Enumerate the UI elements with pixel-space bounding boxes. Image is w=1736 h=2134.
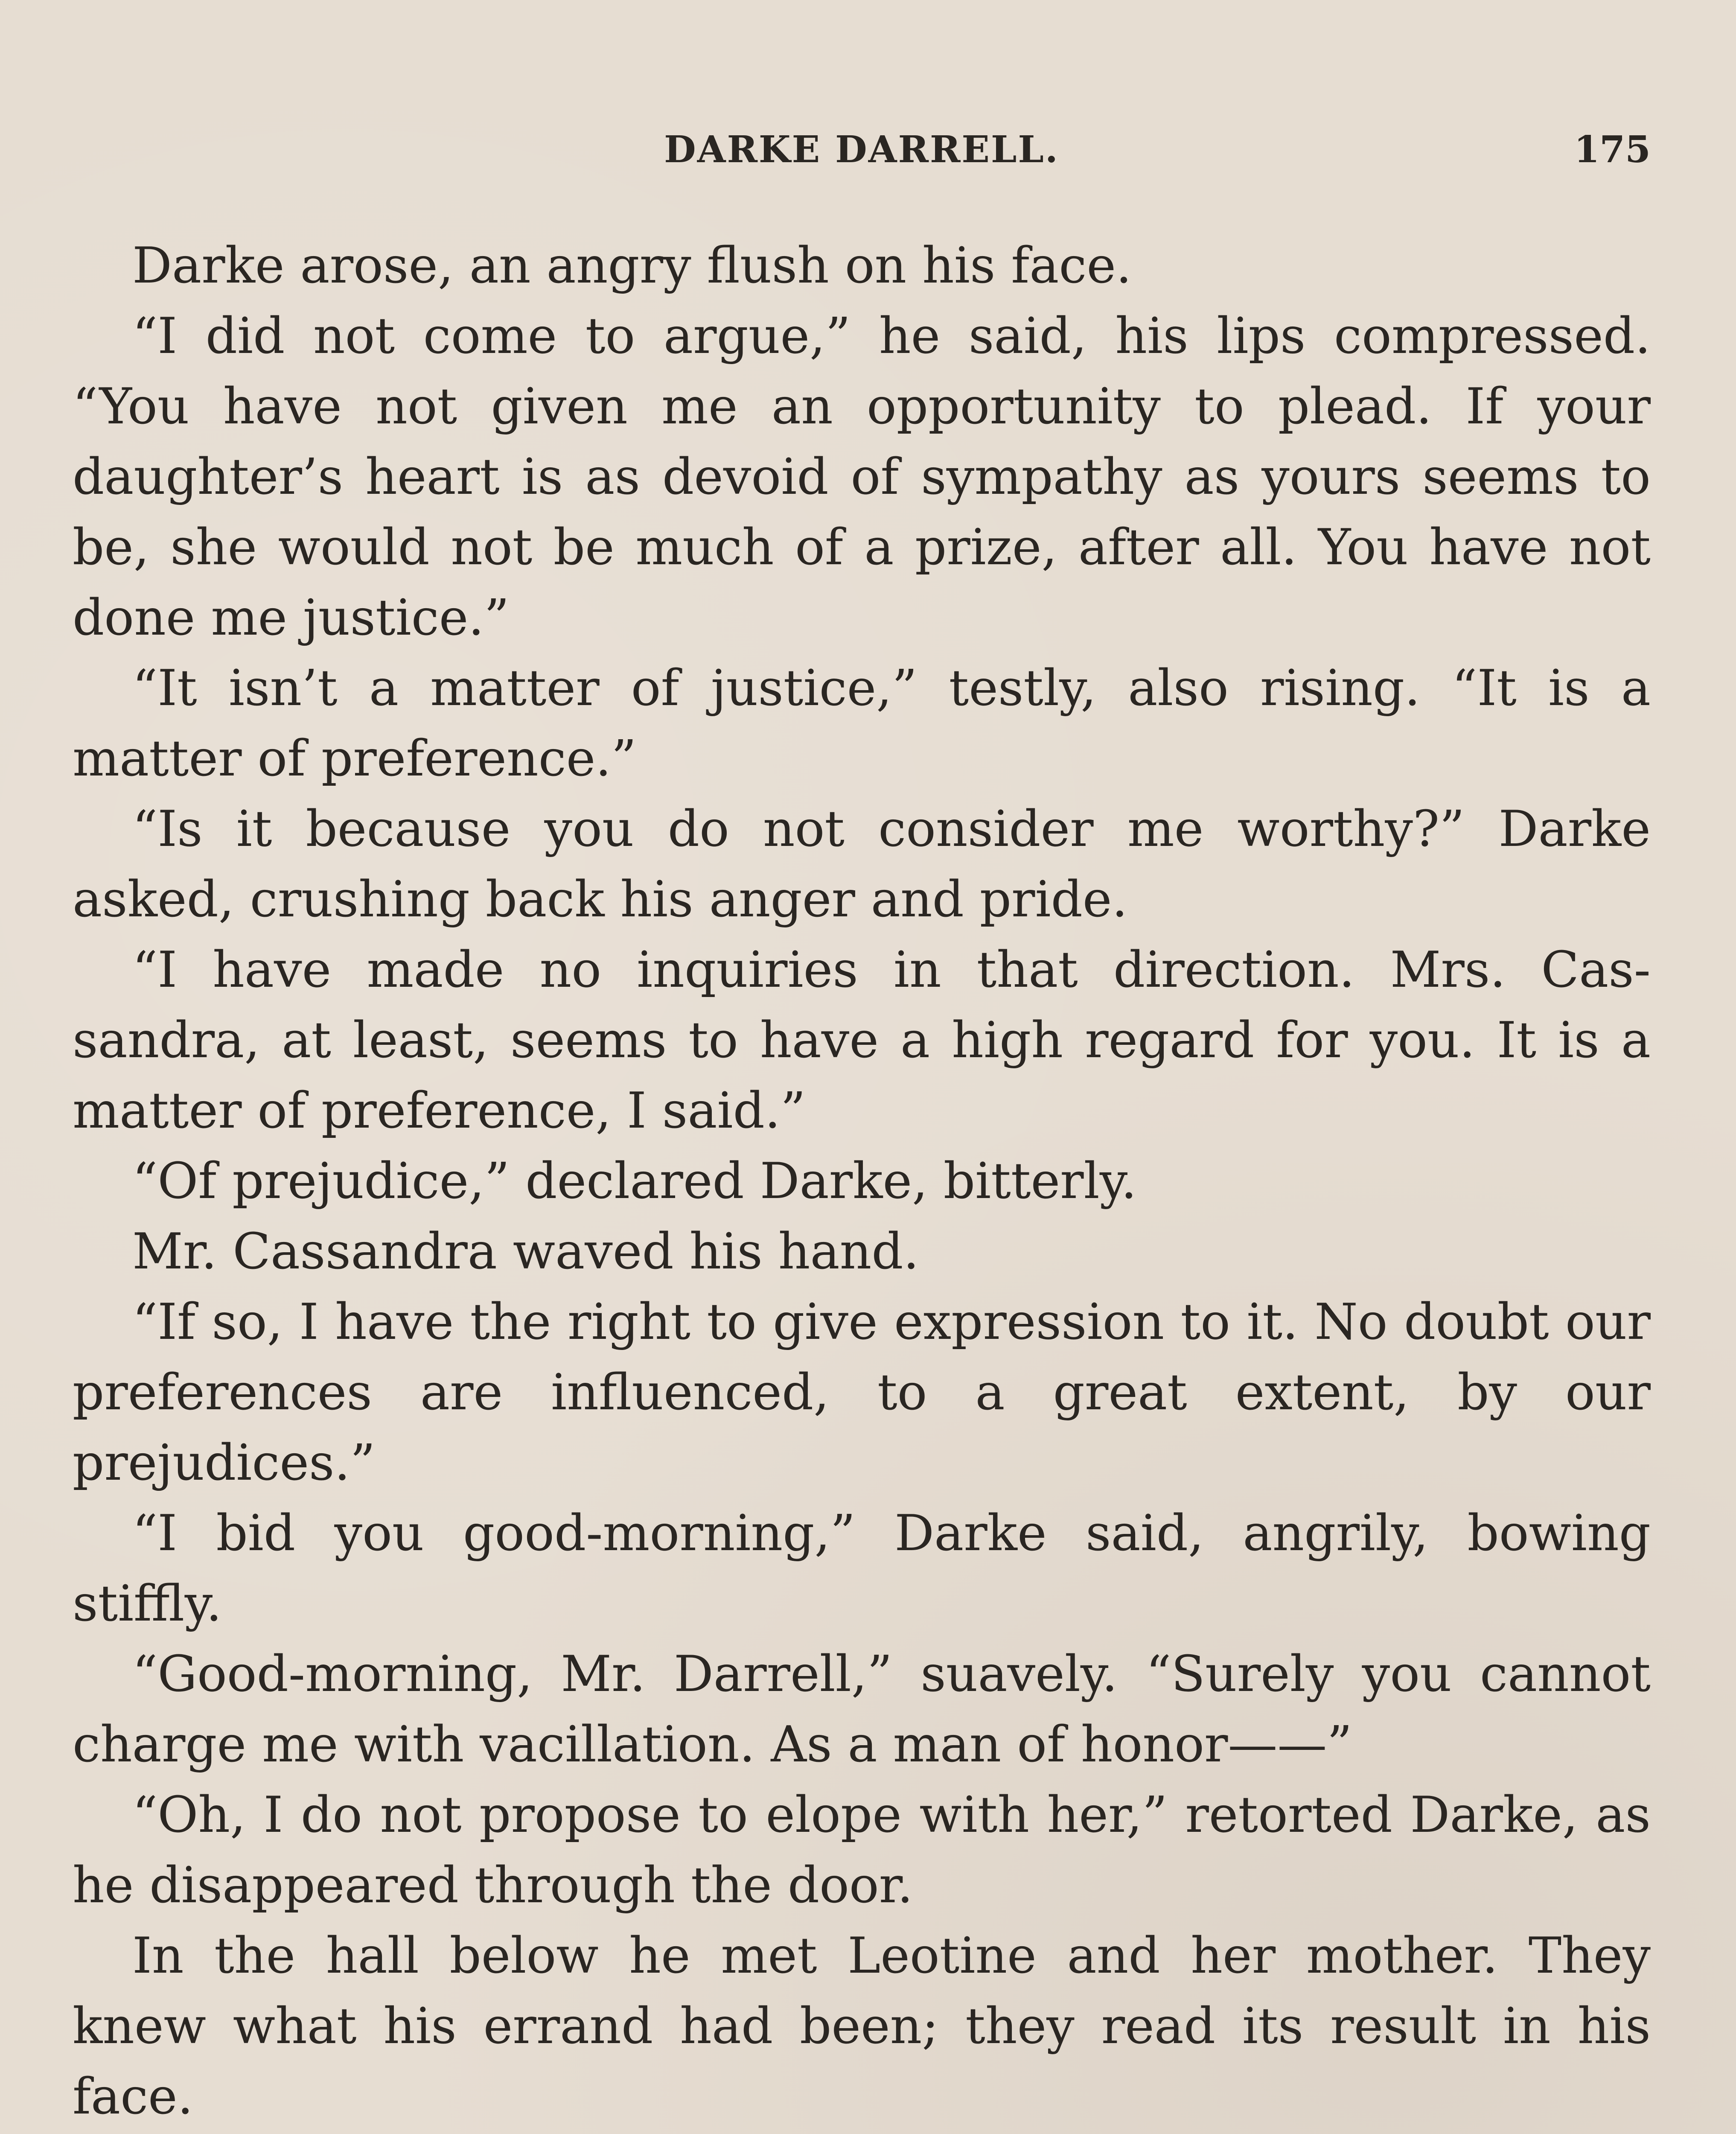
paragraph <box>73 2132 1651 2134</box>
paragraph: “Of prejudice,” declared Darke, bitterly. <box>132 1152 1137 1210</box>
paragraph: “I did not come to argue,” he said, his lips compressed. “You have not given me an opportunity to plead. If your daughter’s heart is as devoid of sympathy as yours seems to be, she would not be much of a prize, after all. You have not done me justice.” <box>73 307 1651 647</box>
paragraph: “Oh, I do not propose to elope with her,” retorted Darke, as he disappeared through the door. <box>73 1786 1651 1914</box>
paragraph: “I bid you good-morning,” Darke said, angrily, bowing stiffly. <box>73 1504 1651 1633</box>
paragraph: “I have made no inquiries in that direction. Mrs. Cas-sandra, at least, seems to have a high regard for you. It is a matter of preference, I said.” <box>73 941 1651 1140</box>
paragraph: “It isn’t a matter of justice,” testly, also rising. “It is a matter of preference.” <box>73 659 1651 787</box>
paragraph: “Is it because you do not consider me worthy?” Darke asked, crushing back his anger and pride. <box>73 800 1651 928</box>
running-title: DARKE DARRELL. <box>664 128 1059 171</box>
paragraph: In the hall below he met Leotine and her mother. They knew what his errand had been; they read its result in his face. <box>73 1927 1651 2125</box>
running-header <box>73 128 1651 179</box>
paragraph: Darke arose, an angry flush on his face. <box>132 237 1132 294</box>
paragraph: Mr. Cassandra waved his hand. <box>132 1223 919 1280</box>
paragraph: “If so, I have the right to give expression to it. No doubt our preferences are influenced, to a great extent, by our prejudices.” <box>73 1293 1651 1492</box>
page-number: 175 <box>1574 128 1651 171</box>
paragraph: “Good-morning, Mr. Darrell,” suavely. “Surely you cannot charge me with vacillation. As a man of honor——” <box>73 1645 1651 1773</box>
body-text <box>73 230 1651 2134</box>
